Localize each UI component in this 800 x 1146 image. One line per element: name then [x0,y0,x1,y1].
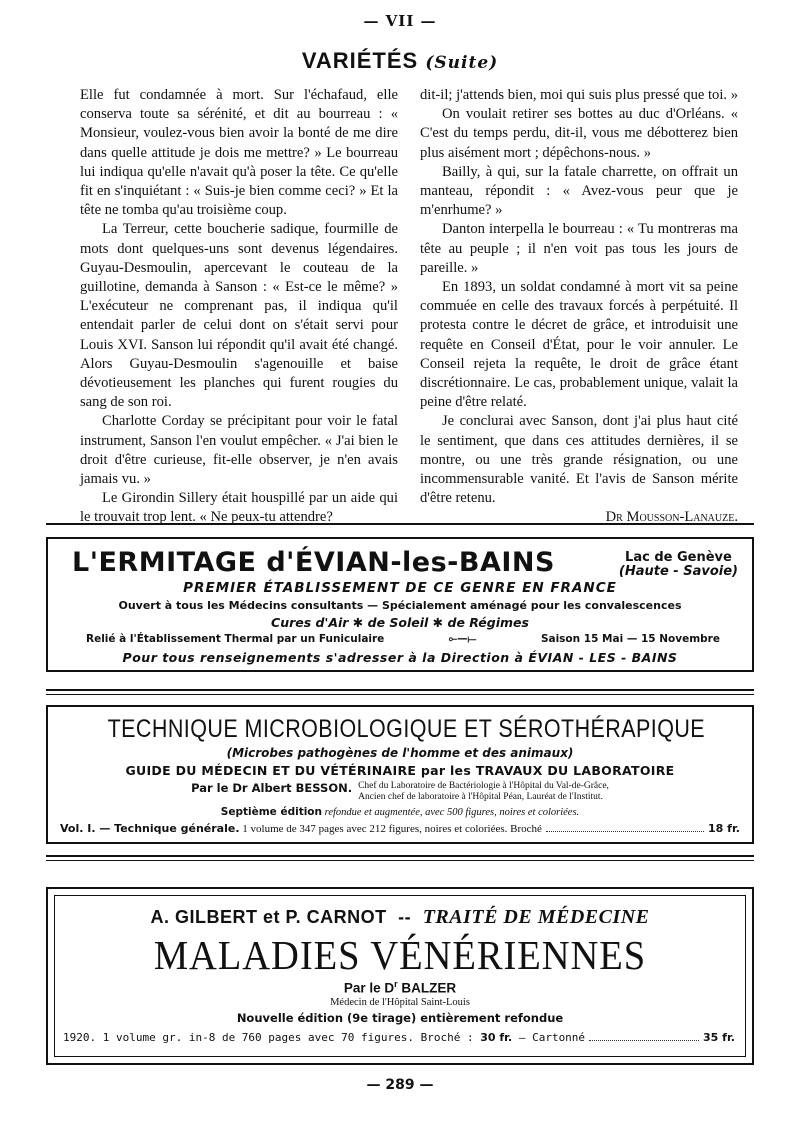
ad-evian [46,537,754,672]
ad-besson-volume-line [60,822,740,835]
article-paragraph: Bailly, à qui, sur la fatale charrette, on offrait un manteau, répondit : « Avez-vous peur que je m'enrhume? » [420,163,738,219]
ad-balzer-inner-frame [54,895,746,1057]
ad-evian-funicular-line [62,633,738,646]
ad-evian-title: L'ERMITAGE d'ÉVIAN-les-BAINS [72,547,555,578]
ad-balzer [46,887,754,1065]
section-title-suffix: (Suite) [425,53,499,73]
leader-dots [546,831,704,832]
ad-evian-contact-line: Pour tous renseignements s'adresser à la Direction à ÉVIAN - LES - BAINS [122,650,678,665]
ad-besson-guide: GUIDE DU MÉDECIN ET DU VÉTÉRINAIRE par les TRAVAUX DU LABORATOIRE [125,763,675,778]
page-roman-numeral: — VII — [363,12,437,30]
ad-balzer-edition: Nouvelle édition (9e tirage) entièrement refondue [236,1010,564,1025]
ad-evian-cures-line: Cures d'Air ✱ de Soleil ✱ de Régimes [271,615,529,630]
ad-besson-volume-label: Vol. I. — Technique générale. [60,822,240,835]
ad-evian-ornament: ⟜—⟝ [448,633,477,645]
ad-besson-subtitle: (Microbes pathogènes de l'homme et des animaux) [226,746,574,760]
ad-evian-funicular-text: Relié à l'Établissement Thermal par un Funiculaire [86,633,385,645]
leader-dots [589,1040,699,1041]
article-left-column [80,86,398,528]
ad-evian-location-lake: Lac de Genève [625,550,732,565]
ad-evian-open-line: Ouvert à tous les Médecins consultants — Spécialement aménagé pour les convalescences [118,599,682,612]
article-paragraph: Danton interpella le bourreau : « Tu montreras ma tête au peuple ; il n'en voit pas tous les jours de pareille. » [420,221,738,276]
ad-besson-author: Par le Dr Albert BESSON. [191,781,353,795]
ad-evian-season: Saison 15 Mai — 15 Novembre [540,633,720,645]
section-title-text: VARIÉTÉS [301,48,419,73]
section-title [0,48,800,74]
article-paragraph: Je conclurai avec Sanson, dont j'ai plus haut cité le sentiment, que dans ces attitudes dernières, il se montre, ou une très grande résignation, ou une incommensurable vanité. Et l'avis de Sanson mérite d'être retenu. [420,413,738,507]
ad-balzer-header [55,906,745,929]
article-paragraph: La Terreur, cette boucherie sadique, fourmille de mots dont quelques-uns sont devenus légendaires. Guyau-Desmoulin, apercevant le couteau de la guillotine, demanda à Sanson : « Est-ce le même? » L'exécuteur ne comprenant pas, il indiqua qu'il entendait parler de celui dont on s'était servi pour Louis XVI. Sanson lui répondit qu'il avait été changé. Alors Guyau-Desmoulin s'agenouille et baise dévotieusement les planches qui furent rougies du sang de son roi. [80,221,398,411]
ad-balzer-authors: A. GILBERT et P. CARNOT [150,907,387,927]
divider-rule [46,860,754,861]
ad-evian-header [62,547,738,579]
article-paragraph: Le Girondin Sillery était houspillé par un aide qui le trouvait trop lent. « Ne peux-tu attendre? [80,490,398,526]
ad-besson-price: 18 fr. [708,822,740,835]
ad-balzer-series: TRAITÉ DE MÉDECINE [422,906,650,928]
ad-balzer-by-prefix: Par le D [343,980,395,996]
article-right-column [420,86,738,528]
article-signature: Dr Mousson-Lanauze. [605,509,738,526]
article-paragraph: On voulait retirer ses bottes au duc d'Orléans. « C'est du temps perdu, dit-il, vous me débotterez bien plus aisément mort ; dépêchons-nous. » [420,106,738,161]
ad-balzer-separator: -- [398,907,412,927]
ad-balzer-volume-text: 1920. 1 volume gr. in-8 de 760 pages avec 70 figures. Broché : [63,1030,474,1044]
ad-besson-credentials-line: Chef du Laboratoire de Bactériologie à l'Hôpital du Val-de-Grâce, [358,781,609,791]
ad-balzer-hospital: Médecin de l'Hôpital Saint-Louis [330,996,470,1008]
ad-balzer-price-line [63,1031,735,1044]
ad-besson-volume-text: 1 volume de 347 pages avec 212 figures, noires et coloriées. Broché [242,823,542,835]
ad-besson-title: TECHNIQUE MICROBIOLOGIQUE ET SÉROTHÉRAPIQUE [107,715,706,743]
ad-balzer-price-cartonne: 35 fr. [703,1030,735,1044]
divider-rule [46,694,754,695]
ad-evian-location-region: (Haute - Savoie) [618,564,738,579]
ad-balzer-cartonne-label: — Cartonné [518,1030,586,1044]
ad-besson-edition-label: Septième édition [220,806,322,818]
ad-evian-location [619,551,738,579]
divider-rule [46,689,754,691]
article-paragraph: En 1893, un soldat condamné à mort vit sa peine commuée en celle des travaux forcés à perpétuité. Il protesta contre le décret de grâce, et introduisit une requête en Conseil d'État, pour le voir annuler. Le Conseil rejeta la requête, le droit de grâce étant discrétionnaire. Le cas, probablement unique, valait la peine d'être relaté. [420,279,738,411]
ad-besson-credentials [358,781,609,803]
ad-besson-author-block [60,781,740,803]
article-paragraph: Charlotte Corday se précipitant pour voir le fatal instrument, Sanson l'en voulut empêcher. « J'ai bien le droit d'être curieuse, fit-elle observer, je n'en avais jamais vu. » [80,413,398,488]
ad-balzer-by-sup: r [394,979,398,989]
ad-balzer-author [55,979,745,996]
ad-balzer-by-name: BALZER [401,980,457,996]
ad-besson-credentials-line: Ancien chef de laboratoire à l'Hôpital Péan, Lauréat de l'Institut. [358,792,603,802]
ad-besson [46,705,754,844]
divider-rule [46,523,754,525]
article-paragraph: Elle fut condamnée à mort. Sur l'échafaud, elle conserva toute sa sérénité, et dit au bourreau : « Monsieur, voulez-vous bien avoir la bonté de me dire dans quelle attitude je dois me mettre? » Le bourreau lui indiqua qu'elle n'avait qu'à poser la tête. Ce qu'elle fit en s'inquiétant : « Suis-je bien comme ceci? » Et la tête ne tomba qu'au troisième coup. [80,87,398,219]
divider-rule [46,855,754,857]
page-number: — 289 — [366,1077,434,1093]
ad-besson-edition [60,806,740,818]
article-paragraph: dit-il; j'attends bien, moi qui suis plus pressé que toi. » [420,87,738,103]
ad-besson-edition-detail: refondue et augmentée, avec 500 figures, noires et coloriées. [324,807,580,818]
ad-balzer-title: MALADIES VÉNÉRIENNES [153,932,647,978]
ad-balzer-price-broche: 30 fr. [480,1030,513,1044]
ad-evian-tagline: PREMIER ÉTABLISSEMENT DE CE GENRE EN FRANCE [183,580,617,596]
